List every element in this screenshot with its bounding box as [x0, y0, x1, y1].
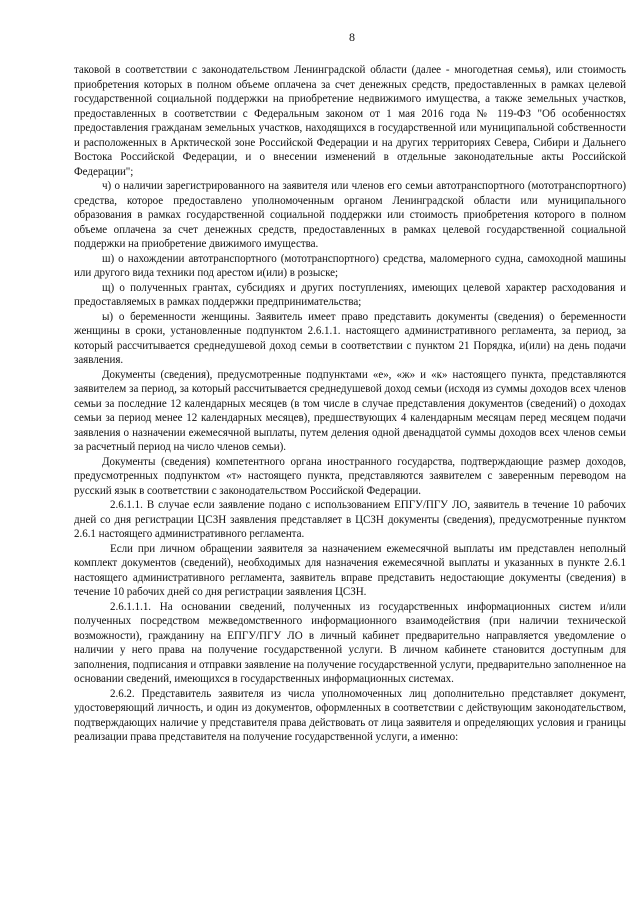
paragraph-2-6-1-1-1: 2.6.1.1.1. На основании сведений, полученных из государственных информационных систем и/или полученных посредством межведомственного информационного взаимодействия (при наличии технической возможности), гражданину на ЕПГУ/ПГУ ЛО в личный кабинет предварительно направляется уведомление о наличии у него права на получение государственной услуги. В личном кабинете становится доступным для заполнения, подписания и отправки заявление на получение государственной услуги, предварительно заполненное на основании сведений, имеющихся в государственных информационных системах. [74, 600, 626, 685]
paragraph-shch: щ) о полученных грантах, субсидиях и других поступлениях, имеющих целевой характер расходования и предоставляемых в рамках поддержки предпринимательства; [74, 281, 626, 308]
page-number: 8 [349, 30, 355, 44]
paragraph-y: ы) о беременности женщины. Заявитель имеет право представить документы (сведения) о беременности женщины в сроки, установленные подпунктом 2.6.1.1. настоящего административного регламента, за период, за который рассчитывается среднедушевой доход семьи в соответствии с пунктом 21 Порядка, и(или) на день подачи заявления. [74, 310, 626, 366]
paragraph-sh: ш) о нахождении автотранспортного (мототранспортного) средства, маломерного судна, самоходной машины или другого вида техники под арестом и(или) в розыске; [74, 252, 626, 279]
paragraph-2-6-2: 2.6.2. Представитель заявителя из числа уполномоченных лиц дополнительно представляет документ, удостоверяющий личность, и один из документов, оформленных в соответствии с действующим законодательством, подтверждающих наличие у представителя права действовать от лица заявителя и определяющих условия и границы реализации права представителя на получение государственной услуги, а именно: [74, 687, 626, 743]
paragraph-foreign-documents: Документы (сведения) компетентного органа иностранного государства, подтверждающие размер доходов, предусмотренных подпунктом «т» настоящего пункта, представляются заявителем с заверенным переводом на русский язык в соответствии с законодательством Российской Федерации. [74, 455, 626, 497]
paragraph-ch: ч) о наличии зарегистрированного на заявителя или членов его семьи автотранспортного (мототранспортного) средства, которое предоставлено уполномоченным органом Ленинградской области или муниципального образования в рамках государственной социальной поддержки или стоимость приобретения которого в полном объеме оплачена за счет денежных средств, предоставленных в рамках целевой государственной социальной поддержки на приобретение движимого имущества. [74, 180, 626, 250]
paragraph-personal-appeal: Если при личном обращении заявителя за назначением ежемесячной выплаты им представлен неполный комплект документов (сведений), необходимых для назначения ежемесячной выплаты и указанных в пункте 2.6.1 настоящего административного регламента, заявитель вправе представить недостающие документы (сведения) в течение 10 рабочих дней со дня регистрации заявления ЦСЗН. [74, 542, 626, 598]
paragraph-documents-period: Документы (сведения), предусмотренные подпунктами «е», «ж» и «к» настоящего пункта, представляются заявителем за период, за который рассчитывается среднедушевой доход семьи (исходя из суммы доходов всех членов семьи за последние 12 календарных месяцев (в том числе в случае представления документов (сведений) о доходах семьи за период менее 12 календарных месяцев), предшествующих 4 календарным месяцам перед месяцем подачи заявления о назначении ежемесячной выплаты, путем деления одной двенадцатой суммы доходов всех членов семьи за расчетный период на число членов семьи). [74, 368, 626, 453]
paragraph-continuation: таковой в соответствии с законодательством Ленинградской области (далее - многодетная семья), или стоимость приобретения которых в полном объеме оплачена за счет денежных средств, предоставленных в рамках целевой государственной социальной поддержки на приобретение недвижимого имущества, а также земельных участков, предоставленных в соответствии с Федеральным законом от 1 мая 2016 года № 119-ФЗ "Об особенностях предоставления гражданам земельных участков, находящихся в государственной или муниципальной собственности и расположенных в Арктической зоне Российской Федерации и на других территориях Севера, Сибири и Дальнего Востока Российской Федерации, и о внесении изменений в отдельные законодательные акты Российской Федерации"; [74, 64, 626, 178]
paragraph-2-6-1-1: 2.6.1.1. В случае если заявление подано с использованием ЕПГУ/ПГУ ЛО, заявитель в течение 10 рабочих дней со дня регистрации ЦСЗН заявления представляет в ЦСЗН документы (сведения), предусмотренные пунктом 2.6.1 настоящего административного регламента. [74, 499, 626, 540]
